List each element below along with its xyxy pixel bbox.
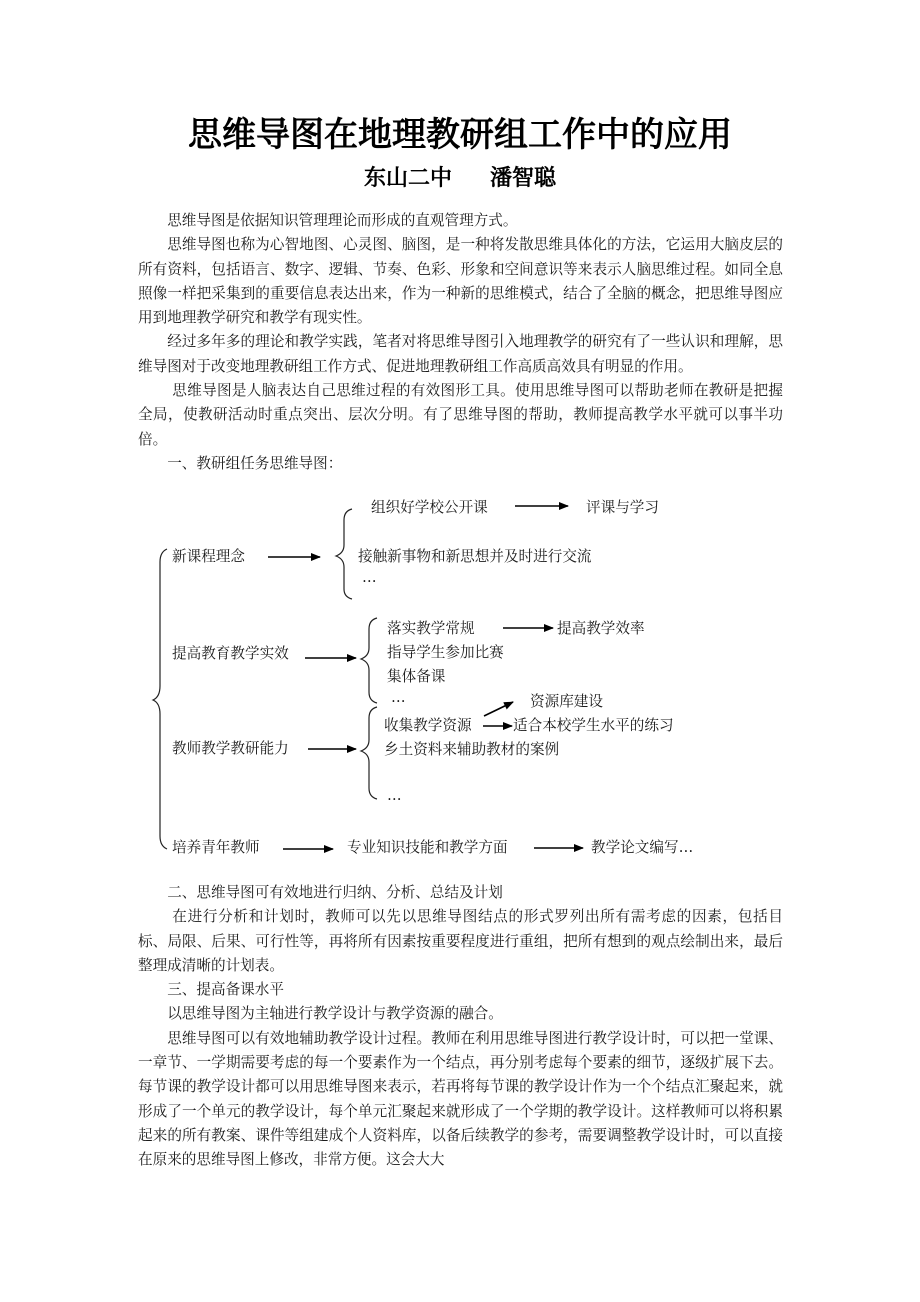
child-node: 集体备课 <box>387 668 446 685</box>
child-node-ellipsis: … <box>387 787 402 804</box>
intro-paragraph: 经过多年多的理论和教学实践，笔者对将思维导图引入地理教学的研究有了一些认识和理解，思维导图对于改变地理教研组工作方式、促进地理教研组工作高质高效具有明显的作用。 <box>138 333 783 375</box>
branch-node: 新课程理念 <box>172 548 245 565</box>
section3-heading: 三、提高备课水平 <box>167 981 284 999</box>
outcome-node: 资源库建设 <box>530 693 603 710</box>
outcome-node: 评课与学习 <box>586 499 659 516</box>
intro-paragraph: 思维导图是人脑表达自己思维过程的有效图形工具。使用思维导图可以帮助老师在教研是把握全局，使教研活动时重点突出、层次分明。有了思维导图的帮助，教师提高教学水平就可以事半功倍。 <box>138 382 783 448</box>
author-name: 潘智聪 <box>490 166 557 191</box>
intro-paragraph: 思维导图是依据知识管理理论而形成的直观管理方式。 <box>167 212 518 229</box>
branch-node: 提高教育教学实效 <box>172 645 289 662</box>
arrow-b3-child1-up <box>484 702 513 716</box>
branch-node: 教师教学教研能力 <box>172 740 289 757</box>
sections-2-3 <box>138 881 783 1173</box>
outcome-node: 提高教学效率 <box>557 620 645 637</box>
author-school: 东山二中 <box>363 166 452 191</box>
child-node: 乡土资料来辅助教材的案例 <box>384 741 560 758</box>
child-node: 组织好学校公开课 <box>371 499 488 516</box>
section2-paragraph: 在进行分析和计划时，教师可以先以思维导图结点的形式罗列出所有需考虑的因素，包括目标、局限、后果、可行性等，再将所有因素按重要程度进行重组，把所有想到的观点绘制出来，最后整理成清晰的计划表。 <box>138 908 783 974</box>
branch3-brace <box>361 707 377 799</box>
section1-heading: 一、教研组任务思维导图： <box>167 454 343 472</box>
branch-node: 培养青年教师 <box>172 839 260 856</box>
chain-node: 专业知识技能和教学方面 <box>347 839 508 856</box>
child-node: 落实教学常规 <box>387 620 475 637</box>
child-node: 接触新事物和新思想并及时进行交流 <box>358 548 592 565</box>
section3-paragraph: 思维导图可以有效地辅助教学设计过程。教师在利用思维导图进行教学设计时，可以把一堂课、一章节、一学期需要考虑的每一个要素作为一个结点，再分别考虑每个要素的细节，逐级扩展下去。每节课的教学设计都可以用思维导图来表示，若再将每节课的教学设计作为一个个结点汇聚起来，就形成了一个单元的教学设计，每个单元汇聚起来就形成了一个学期的教学设计。这样教师可以将积累起来的所有教案、课件等组建成个人资料库，以备后续教学的参考，需要调整教学设计时，可以直接在原来的思维导图上修改，非常方便。这会大大 <box>138 1029 783 1169</box>
child-node: 收集教学资源 <box>384 717 472 734</box>
child-node-ellipsis: … <box>362 569 377 586</box>
branch2-brace <box>361 618 377 703</box>
document-title: 思维导图在地理教研组工作中的应用 <box>188 115 732 155</box>
section2-heading: 二、思维导图可有效地进行归纳、分析、总结及计划 <box>167 884 503 901</box>
intro-paragraph: 思维导图也称为心智地图、心灵图、脑图，是一种将发散思维具体化的方法，它运用大脑皮层的所有资料，包括语言、数字、逻辑、节奏、色彩、形象和空间意识等来表示人脑思维过程。如同全息照像一样把采集到的重要信息表达出来，作为一种新的思维模式，结合了全脑的概念，把思维导图应用到地理教学研究和教学有现实性。 <box>138 236 783 327</box>
section3-paragraph: 以思维导图为主轴进行教学设计与教学资源的融合。 <box>167 1005 503 1023</box>
child-node-ellipsis: … <box>391 689 406 706</box>
main-brace <box>153 549 167 849</box>
outcome-node: 适合本校学生水平的练习 <box>513 717 674 734</box>
branch1-brace <box>336 509 352 599</box>
chain-node: 教学论文编写… <box>591 839 694 856</box>
child-node: 指导学生参加比赛 <box>387 644 504 661</box>
